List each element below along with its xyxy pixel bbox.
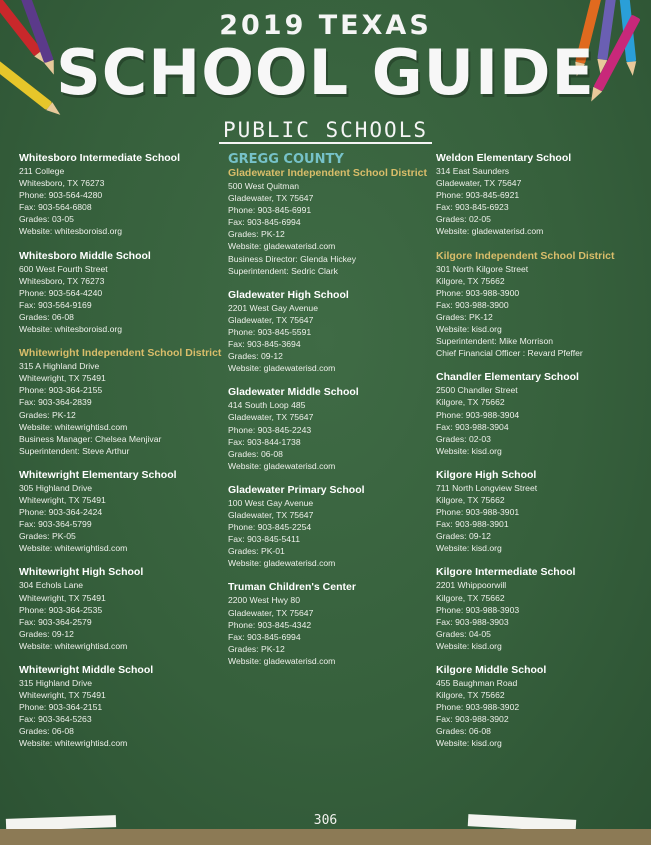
website-line: Website: kisd.org (436, 738, 502, 749)
county-heading: GREGG COUNTY (228, 152, 344, 167)
city-line: Gladewater, TX 75647 (228, 193, 314, 204)
city-line: Gladewater, TX 75647 (436, 178, 522, 189)
phone-line: Phone: 903-845-6991 (228, 205, 312, 216)
grades-line: Grades: 06-08 (19, 726, 74, 737)
school-entry (19, 566, 224, 652)
website-line: Website: whitewrightisd.com (19, 543, 128, 554)
staff-line: Business Director: Glenda Hickey (228, 253, 356, 264)
website-line: Website: gladewaterisd.com (228, 655, 336, 666)
city-line: Whitewright, TX 75491 (19, 592, 106, 603)
phone-line: Phone: 903-364-2155 (19, 385, 103, 396)
fax-line: Fax: 903-845-6923 (436, 202, 509, 213)
school-entry (436, 152, 641, 238)
grades-line: Grades: 04-05 (436, 628, 491, 639)
address-line: 2201 West Gay Avenue (228, 302, 318, 313)
address-line: 100 West Gay Avenue (228, 497, 314, 508)
phone-line: Phone: 903-364-2151 (19, 702, 103, 713)
fax-line: Fax: 903-364-2579 (19, 616, 92, 627)
website-line: Website: whitewrightisd.com (19, 738, 128, 749)
year-title: 2019 TEXAS (219, 10, 432, 41)
address-line: 2200 West Hwy 80 (228, 595, 300, 606)
website-line: Website: gladewaterisd.com (228, 460, 336, 471)
school-name: Weldon Elementary School (436, 152, 572, 164)
city-line: Gladewater, TX 75647 (228, 509, 314, 520)
fax-line: Fax: 903-845-6994 (228, 631, 301, 642)
staff-line: Superintendent: Steve Arthur (19, 445, 130, 456)
grades-line: Grades: PK-12 (19, 409, 76, 420)
website-line: Website: gladewaterisd.com (228, 363, 336, 374)
fax-line: Fax: 903-988-3901 (436, 519, 509, 530)
phone-line: Phone: 903-845-2254 (228, 522, 312, 533)
fax-line: Fax: 903-988-3904 (436, 421, 509, 432)
school-entry (19, 152, 224, 238)
fax-line: Fax: 903-364-2839 (19, 397, 92, 408)
website-line: Website: gladewaterisd.com (228, 241, 336, 252)
phone-line: Phone: 903-845-5591 (228, 326, 312, 337)
phone-line: Phone: 903-988-3900 (436, 287, 520, 298)
fax-line: Fax: 903-364-5263 (19, 714, 92, 725)
phone-line: Phone: 903-364-2424 (19, 507, 103, 518)
district-entry (228, 167, 433, 277)
address-line: 600 West Fourth Street (19, 263, 108, 274)
fax-line: Fax: 903-988-3900 (436, 299, 509, 310)
grades-line: Grades: 06-08 (19, 311, 74, 322)
school-name: Kilgore High School (436, 468, 537, 481)
school-entry (228, 289, 433, 375)
address-line: 500 West Quitman (228, 181, 300, 191)
address-line: 315 Highland Drive (19, 678, 93, 688)
staff-line: Superintendent: Mike Morrison (436, 336, 554, 347)
address-line: 301 North Kilgore Street (436, 263, 529, 274)
city-line: Whitewright, TX 75491 (19, 690, 106, 701)
subtitle-text: PUBLIC SCHOOLS (219, 118, 432, 144)
fax-line: Fax: 903-845-3694 (228, 339, 301, 350)
district-entry (436, 250, 641, 360)
phone-line: Phone: 903-364-2535 (19, 604, 103, 615)
fax-line: Fax: 903-844-1738 (228, 436, 301, 447)
district-name: Whitewright Independent School District (19, 347, 222, 360)
page-title: SCHOOL GUIDE (56, 36, 595, 109)
address-line: 304 Echols Lane (19, 580, 84, 591)
address-line: 315 A Highland Drive (19, 361, 100, 372)
grades-line: Grades: 06-08 (228, 448, 283, 459)
school-entry (436, 371, 641, 457)
column-2 (228, 152, 433, 679)
phone-line: Phone: 903-564-4280 (19, 190, 103, 201)
phone-line: Phone: 903-845-6921 (436, 190, 520, 201)
school-entry (19, 664, 224, 750)
school-entry (228, 581, 433, 667)
staff-line: Business Manager: Chelsea Menjivar (19, 433, 162, 444)
school-entry (436, 469, 641, 555)
school-name: Whitesboro Middle School (19, 249, 151, 262)
city-line: Gladewater, TX 75647 (228, 314, 314, 325)
grades-line: Grades: PK-12 (436, 311, 493, 322)
city-line: Kilgore, TX 75662 (436, 275, 505, 286)
school-entry (436, 664, 641, 750)
grades-line: Grades: 09-12 (19, 628, 74, 639)
website-line: Website: whitewrightisd.com (19, 640, 128, 651)
district-entry (19, 347, 224, 457)
city-line: Kilgore, TX 75662 (436, 592, 505, 603)
website-line: Website: whitesboroisd.org (19, 226, 123, 237)
phone-line: Phone: 903-988-3901 (436, 507, 520, 518)
phone-line: Phone: 903-988-3903 (436, 604, 520, 615)
grades-line: Grades: 02-03 (436, 433, 491, 444)
city-line: Kilgore, TX 75662 (436, 690, 505, 701)
school-name: Gladewater High School (228, 288, 349, 301)
grades-line: Grades: PK-01 (228, 546, 285, 557)
city-line: Kilgore, TX 75662 (436, 494, 505, 505)
district-name: Gladewater Independent School District (228, 167, 427, 179)
city-line: Whitewright, TX 75491 (19, 494, 106, 505)
address-line: 211 College (19, 166, 65, 176)
website-line: Website: kisd.org (436, 640, 502, 651)
staff-line: Chief Financial Officer : Revard Pfeffer (436, 348, 583, 359)
school-name: Whitewright Elementary School (19, 468, 177, 481)
grades-line: Grades: PK-05 (19, 531, 76, 542)
phone-line: Phone: 903-845-2243 (228, 424, 312, 435)
school-name: Gladewater Primary School (228, 483, 365, 496)
fax-line: Fax: 903-364-5799 (19, 519, 92, 530)
city-line: Gladewater, TX 75647 (228, 607, 314, 618)
address-line: 305 Highland Drive (19, 482, 93, 493)
city-line: Whitesboro, TX 76273 (19, 275, 105, 286)
fax-line: Fax: 903-564-9169 (19, 299, 92, 310)
fax-line: Fax: 903-988-3902 (436, 714, 509, 725)
school-name: Whitesboro Intermediate School (19, 152, 181, 164)
school-name: Whitewright High School (19, 566, 144, 579)
school-name: Gladewater Middle School (228, 386, 359, 399)
fax-line: Fax: 903-845-6994 (228, 217, 301, 228)
city-line: Gladewater, TX 75647 (228, 412, 314, 423)
website-line: Website: gladewaterisd.com (436, 226, 544, 237)
grades-line: Grades: 06-08 (436, 726, 491, 737)
phone-line: Phone: 903-845-4342 (228, 619, 312, 630)
fax-line: Fax: 903-845-5411 (228, 534, 300, 545)
website-line: Website: whitesboroisd.org (19, 324, 123, 335)
grades-line: Grades: 02-05 (436, 214, 491, 225)
phone-line: Phone: 903-564-4240 (19, 287, 103, 298)
school-name: Truman Children's Center (228, 581, 356, 594)
section-subtitle (0, 118, 651, 142)
district-name: Kilgore Independent School District (436, 249, 615, 262)
school-entry (19, 469, 224, 555)
city-line: Whitewright, TX 75491 (19, 373, 106, 384)
grades-line: Grades: 09-12 (228, 351, 283, 362)
school-name: Whitewright Middle School (19, 664, 154, 676)
address-line: 314 East Saunders (436, 166, 510, 176)
address-line: 455 Baughman Road (436, 678, 518, 688)
address-line: 2500 Chandler Street (436, 385, 518, 396)
website-line: Website: gladewaterisd.com (228, 558, 336, 569)
staff-line: Superintendent: Sedric Clark (228, 265, 338, 276)
city-line: Kilgore, TX 75662 (436, 397, 505, 408)
school-name: Chandler Elementary School (436, 371, 579, 384)
school-entry (436, 566, 641, 652)
website-line: Website: kisd.org (436, 324, 502, 335)
school-entry (228, 386, 433, 472)
page-number: 306 (313, 813, 338, 828)
website-line: Website: kisd.org (436, 445, 502, 456)
address-line: 414 South Loop 485 (228, 400, 306, 411)
school-name: Kilgore Intermediate School (436, 566, 576, 579)
school-entry (228, 484, 433, 570)
fax-line: Fax: 903-988-3903 (436, 616, 509, 627)
phone-line: Phone: 903-988-3904 (436, 409, 520, 420)
address-line: 2201 Whippoorwill (436, 580, 507, 591)
address-line: 711 North Longview Street (436, 482, 538, 493)
page-header (0, 0, 651, 150)
school-name: Kilgore Middle School (436, 664, 547, 676)
column-1 (19, 152, 224, 762)
column-3 (436, 152, 641, 762)
city-line: Whitesboro, TX 76273 (19, 178, 105, 189)
grades-line: Grades: 09-12 (436, 531, 491, 542)
grades-line: Grades: PK-12 (228, 229, 285, 240)
chalk-tray (0, 829, 651, 845)
phone-line: Phone: 903-988-3902 (436, 702, 520, 713)
grades-line: Grades: PK-12 (228, 643, 285, 654)
grades-line: Grades: 03-05 (19, 214, 74, 225)
fax-line: Fax: 903-564-6808 (19, 202, 92, 213)
website-line: Website: whitewrightisd.com (19, 421, 128, 432)
website-line: Website: kisd.org (436, 543, 502, 554)
school-entry (19, 250, 224, 336)
